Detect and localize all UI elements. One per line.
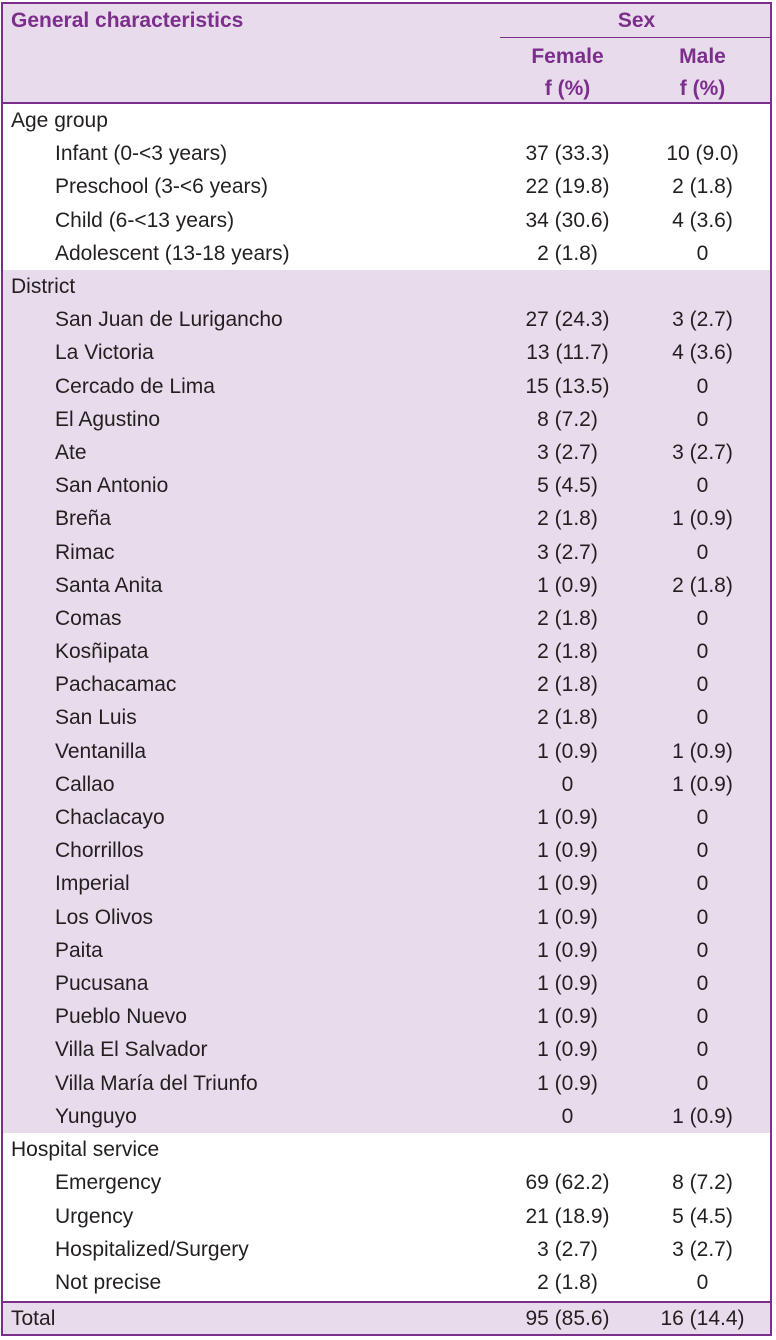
table-row bbox=[3, 502, 770, 535]
female-value: 0 bbox=[561, 772, 574, 796]
row-label: Santa Anita bbox=[55, 573, 163, 597]
section-title: District bbox=[11, 275, 76, 298]
sex-header: Sex bbox=[617, 9, 656, 32]
table-row bbox=[3, 602, 770, 635]
female-value: 2 (1.8) bbox=[537, 507, 598, 531]
female-value: 15 (13.5) bbox=[525, 374, 610, 398]
male-value: 1 (0.9) bbox=[672, 772, 733, 796]
table-row bbox=[3, 834, 770, 867]
table-row bbox=[3, 170, 770, 203]
female-value: 1 (0.9) bbox=[537, 1071, 598, 1095]
male-value: 8 (7.2) bbox=[672, 1171, 733, 1195]
row-label: Ate bbox=[55, 440, 87, 464]
female-column-header bbox=[500, 41, 635, 105]
table-row bbox=[3, 801, 770, 834]
female-value: 21 (18.9) bbox=[525, 1204, 610, 1228]
row-label: Imperial bbox=[55, 872, 130, 896]
row-label: Urgency bbox=[55, 1204, 134, 1228]
male-value: 3 (2.7) bbox=[672, 440, 733, 464]
table-row bbox=[3, 934, 770, 967]
male-value: 0 bbox=[696, 540, 709, 564]
table-row bbox=[3, 1200, 770, 1233]
male-value: 0 bbox=[696, 706, 709, 730]
table-row bbox=[3, 1233, 770, 1266]
table-row bbox=[3, 1033, 770, 1066]
male-value: 0 bbox=[696, 938, 709, 962]
row-label: Callao bbox=[55, 772, 115, 796]
female-value: 1 (0.9) bbox=[537, 971, 598, 995]
table-row bbox=[3, 901, 770, 934]
male-value: 4 (3.6) bbox=[672, 208, 733, 232]
male-value: 0 bbox=[696, 241, 709, 265]
row-label: Chorrillos bbox=[55, 839, 144, 863]
table-row bbox=[3, 403, 770, 436]
male-value: 10 (9.0) bbox=[666, 142, 739, 166]
female-value: 69 (62.2) bbox=[525, 1171, 610, 1195]
table-row bbox=[3, 204, 770, 237]
male-value: 1 (0.9) bbox=[672, 507, 733, 531]
row-label: Breña bbox=[55, 507, 112, 531]
female-value: 22 (19.8) bbox=[525, 175, 610, 199]
male-value: 0 bbox=[696, 872, 709, 896]
total-label: Total bbox=[11, 1307, 56, 1330]
section-title: Age group bbox=[11, 109, 108, 132]
female-value: 1 (0.9) bbox=[537, 839, 598, 863]
female-value: 1 (0.9) bbox=[537, 938, 598, 962]
row-label: Yunguyo bbox=[55, 1104, 137, 1128]
female-value: 0 bbox=[561, 1104, 574, 1128]
male-value: 3 (2.7) bbox=[672, 308, 733, 332]
table-row bbox=[3, 735, 770, 768]
table-row bbox=[3, 569, 770, 602]
male-value: 0 bbox=[696, 606, 709, 630]
male-value: 0 bbox=[696, 474, 709, 498]
female-value: 3 (2.7) bbox=[537, 1237, 598, 1261]
table-row bbox=[3, 1100, 770, 1133]
total-female-value: 95 (85.6) bbox=[525, 1307, 610, 1330]
male-value: 1 (0.9) bbox=[672, 739, 733, 763]
female-value: 1 (0.9) bbox=[537, 872, 598, 896]
male-value: 3 (2.7) bbox=[672, 1237, 733, 1261]
section-hospital-service bbox=[3, 1133, 770, 1299]
male-value: 0 bbox=[696, 905, 709, 929]
female-value: 1 (0.9) bbox=[537, 1038, 598, 1062]
section-age-group bbox=[3, 104, 770, 270]
row-label: La Victoria bbox=[55, 341, 154, 365]
male-value: 0 bbox=[696, 1038, 709, 1062]
total-male-value: 16 (14.4) bbox=[660, 1307, 745, 1330]
row-label: Preschool (3-<6 years) bbox=[55, 175, 269, 199]
table-row bbox=[3, 370, 770, 403]
female-value: 27 (24.3) bbox=[525, 308, 610, 332]
table-row bbox=[3, 1000, 770, 1033]
table-row bbox=[3, 967, 770, 1000]
table-row bbox=[3, 303, 770, 336]
row-label: Villa María del Triunfo bbox=[55, 1071, 258, 1095]
male-value: 0 bbox=[696, 673, 709, 697]
female-value: 1 (0.9) bbox=[537, 905, 598, 929]
row-label: El Agustino bbox=[55, 407, 161, 431]
row-label: Not precise bbox=[55, 1270, 162, 1294]
female-value: 2 (1.8) bbox=[537, 706, 598, 730]
sex-header-underline bbox=[500, 37, 770, 38]
female-value: 2 (1.8) bbox=[537, 673, 598, 697]
female-value: 2 (1.8) bbox=[537, 1270, 598, 1294]
male-value: 0 bbox=[696, 971, 709, 995]
table-row bbox=[3, 668, 770, 701]
female-value: 1 (0.9) bbox=[537, 739, 598, 763]
row-label: Pueblo Nuevo bbox=[55, 1005, 187, 1029]
table-row bbox=[3, 469, 770, 502]
male-value: 1 (0.9) bbox=[672, 1104, 733, 1128]
male-value: 0 bbox=[696, 1071, 709, 1095]
female-value: 2 (1.8) bbox=[537, 640, 598, 664]
row-label: San Antonio bbox=[55, 474, 169, 498]
male-column-header bbox=[635, 41, 770, 105]
male-value: 0 bbox=[696, 1005, 709, 1029]
table-row bbox=[3, 635, 770, 668]
male-value: 0 bbox=[696, 640, 709, 664]
male-value: 2 (1.8) bbox=[672, 175, 733, 199]
male-label: Male bbox=[679, 45, 726, 68]
female-unit: f (%) bbox=[544, 77, 591, 100]
female-value: 1 (0.9) bbox=[537, 806, 598, 829]
characteristics-table bbox=[1, 2, 772, 1336]
female-value: 2 (1.8) bbox=[537, 606, 598, 630]
male-unit: f (%) bbox=[679, 77, 726, 100]
row-label: Infant (0-<3 years) bbox=[55, 142, 228, 166]
female-value: 5 (4.5) bbox=[537, 474, 598, 498]
male-value: 5 (4.5) bbox=[672, 1204, 733, 1228]
female-value: 37 (33.3) bbox=[525, 142, 610, 166]
female-value: 8 (7.2) bbox=[537, 407, 598, 431]
table-row bbox=[3, 867, 770, 900]
row-label: Los Olivos bbox=[55, 905, 154, 929]
row-label: San Juan de Lurigancho bbox=[55, 308, 283, 332]
table-row bbox=[3, 768, 770, 801]
table-row bbox=[3, 137, 770, 170]
female-value: 2 (1.8) bbox=[537, 241, 598, 265]
row-label: Cercado de Lima bbox=[55, 374, 215, 398]
male-value: 0 bbox=[696, 1270, 709, 1294]
table-row bbox=[3, 237, 770, 270]
row-label: Chaclacayo bbox=[55, 806, 165, 829]
row-label: Ventanilla bbox=[55, 739, 147, 763]
male-value: 4 (3.6) bbox=[672, 341, 733, 365]
female-value: 1 (0.9) bbox=[537, 573, 598, 597]
section-title: Hospital service bbox=[11, 1138, 160, 1162]
row-label: Kosñipata bbox=[55, 640, 149, 664]
section-district bbox=[3, 270, 770, 1133]
row-label: San Luis bbox=[55, 706, 137, 730]
male-value: 2 (1.8) bbox=[672, 573, 733, 597]
male-value: 0 bbox=[696, 374, 709, 398]
table-row bbox=[3, 436, 770, 469]
total-row bbox=[3, 1301, 770, 1334]
row-label: Child (6-<13 years) bbox=[55, 208, 235, 232]
female-value: 13 (11.7) bbox=[526, 341, 609, 365]
table-row bbox=[3, 336, 770, 369]
table-row bbox=[3, 536, 770, 569]
row-label: Emergency bbox=[55, 1171, 162, 1195]
table-row bbox=[3, 1266, 770, 1299]
table-row bbox=[3, 1067, 770, 1100]
row-label: Rimac bbox=[55, 540, 115, 564]
female-value: 3 (2.7) bbox=[537, 440, 598, 464]
table-header bbox=[3, 4, 770, 104]
female-label: Female bbox=[531, 45, 604, 68]
row-label: Villa El Salvador bbox=[55, 1038, 208, 1062]
row-label: Hospitalized/Surgery bbox=[55, 1237, 249, 1261]
male-value: 0 bbox=[696, 806, 709, 829]
male-value: 0 bbox=[696, 839, 709, 863]
female-value: 3 (2.7) bbox=[537, 540, 598, 564]
female-value: 34 (30.6) bbox=[525, 208, 610, 232]
row-label: Paita bbox=[55, 938, 103, 962]
row-label: Pucusana bbox=[55, 971, 149, 995]
row-label: Comas bbox=[55, 606, 122, 630]
general-characteristics-header: General characteristics bbox=[11, 9, 244, 32]
table-row bbox=[3, 1166, 770, 1199]
male-value: 0 bbox=[696, 407, 709, 431]
table-row bbox=[3, 701, 770, 734]
row-label: Pachacamac bbox=[55, 673, 177, 697]
row-label: Adolescent (13-18 years) bbox=[55, 241, 290, 265]
female-value: 1 (0.9) bbox=[537, 1005, 598, 1029]
